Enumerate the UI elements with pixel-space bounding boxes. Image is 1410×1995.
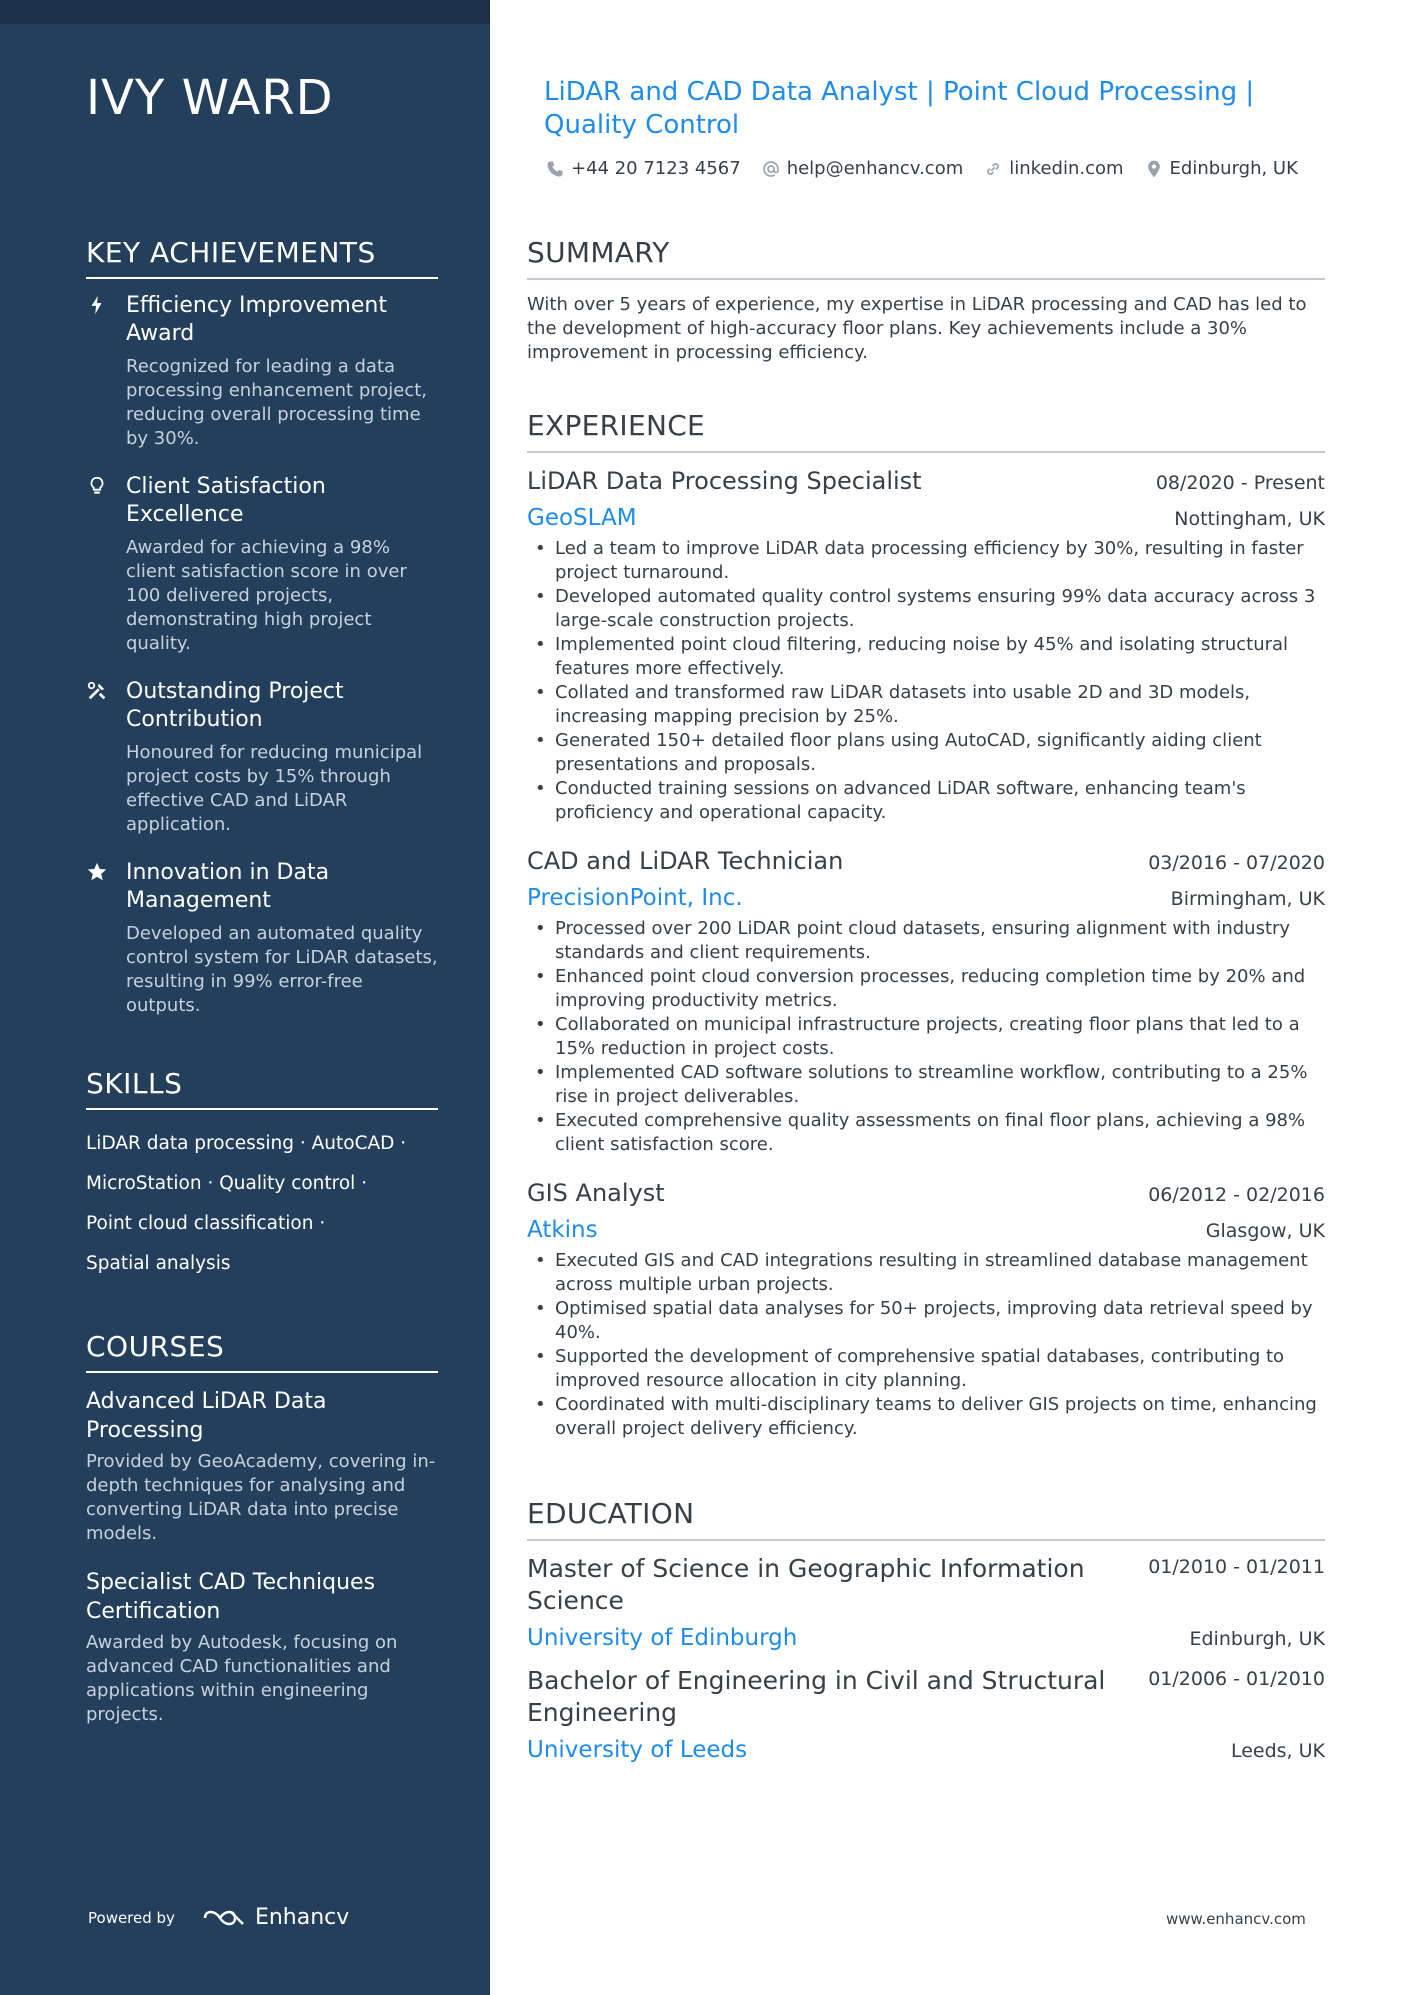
contact-location: [1144, 158, 1298, 179]
achievement-desc: Honoured for reducing municipal project costs by 15% through effective CAD and LiDAR application.: [126, 742, 423, 835]
course-desc: Provided by GeoAcademy, covering in-depth techniques for analysing and converting LiDAR data into precise models.: [86, 1451, 436, 1544]
skill-line: Point cloud classification ·: [86, 1213, 326, 1234]
bullet-item: • Developed automated quality control systems ensuring 99% data accuracy across 3 large-scale construction projects.: [527, 585, 1325, 633]
achievement-item: [86, 292, 438, 451]
contact-linkedin[interactable]: [983, 158, 1123, 179]
experience-section: [527, 409, 1325, 1441]
company-name[interactable]: PrecisionPoint, Inc.: [527, 885, 743, 911]
course-title: Advanced LiDAR Data Processing: [86, 1389, 327, 1443]
achievement-title: Innovation in Data Management: [126, 860, 330, 913]
enhancv-logo[interactable]: [201, 1905, 349, 1930]
achievement-desc: Awarded for achieving a 98% client satisfaction score in over 100 delivered projects, demonstrating high project quality.: [126, 537, 407, 654]
summary-text: With over 5 years of experience, my expertise in LiDAR processing and CAD has led to the development of high-accuracy floor plans. Key achievements include a 30% improvement in processing efficiency.: [527, 294, 1307, 363]
bullet-item: • Processed over 200 LiDAR point cloud datasets, ensuring alignment with industry standards and client requirements.: [527, 917, 1325, 965]
bullet-item: • Led a team to improve LiDAR data processing efficiency by 30%, resulting in faster project turnaround.: [527, 537, 1325, 585]
achievement-title: Outstanding Project Contribution: [126, 679, 344, 732]
courses-heading: COURSES: [86, 1330, 438, 1373]
course-item: [86, 1387, 438, 1546]
contact-phone[interactable]: [545, 158, 741, 179]
job-date: 08/2020 - Present: [1155, 472, 1325, 494]
bullet-item: • Generated 150+ detailed floor plans using AutoCAD, significantly aiding client presentations and proposals.: [527, 729, 1325, 777]
skill-line: LiDAR data processing · AutoCAD ·: [86, 1133, 407, 1154]
email-text: help@enhancv.com: [786, 158, 964, 179]
bullet-item: • Collated and transformed raw LiDAR datasets into usable 2D and 3D models, increasing mapping precision by 25%.: [527, 681, 1325, 729]
job-bullets: [527, 917, 1325, 1157]
skill-line: MicroStation · Quality control ·: [86, 1173, 368, 1194]
lightbulb-icon: [86, 475, 108, 497]
bullet-item: • Optimised spatial data analyses for 50+ projects, improving data retrieval speed by 40%.: [527, 1297, 1325, 1345]
contact-email[interactable]: [761, 158, 964, 179]
bullet-item: • Coordinated with multi-disciplinary teams to deliver GIS projects on time, enhancing overall project delivery efficiency.: [527, 1393, 1325, 1441]
location-text: Edinburgh, UK: [1169, 158, 1298, 179]
job-entry: [527, 845, 1325, 1157]
job-entry: [527, 465, 1325, 825]
summary-heading: SUMMARY: [527, 236, 1325, 280]
bullet-item: • Enhanced point cloud conversion processes, reducing completion time by 20% and improving productivity metrics.: [527, 965, 1325, 1013]
job-title: GIS Analyst: [527, 1179, 665, 1207]
bullet-item: • Implemented CAD software solutions to streamline workflow, contributing to a 25% rise in project deliverables.: [527, 1061, 1325, 1109]
education-date: 01/2006 - 01/2010: [1148, 1668, 1325, 1690]
achievement-item: [86, 473, 438, 656]
experience-heading: EXPERIENCE: [527, 409, 1325, 453]
skill-line: Spatial analysis: [86, 1253, 231, 1274]
top-strip: [0, 0, 490, 24]
achievement-item: [86, 678, 438, 837]
bullet-item: • Supported the development of comprehensive spatial databases, contributing to improved resource allocation in city planning.: [527, 1345, 1325, 1393]
school-location: Leeds, UK: [1230, 1740, 1325, 1762]
job-title: CAD and LiDAR Technician: [527, 847, 844, 875]
bullet-item: • Executed comprehensive quality assessments on final floor plans, achieving a 98% client satisfaction score.: [527, 1109, 1325, 1157]
bullet-item: • Implemented point cloud filtering, reducing noise by 45% and isolating structural features more effectively.: [527, 633, 1325, 681]
achievement-item: [86, 859, 438, 1018]
job-title: LiDAR Data Processing Specialist: [527, 467, 922, 495]
company-name[interactable]: Atkins: [527, 1217, 598, 1243]
headline: LiDAR and CAD Data Analyst | Point Cloud Processing | Quality Control: [544, 77, 1255, 140]
education-section: [527, 1497, 1325, 1765]
company-name[interactable]: GeoSLAM: [527, 505, 637, 531]
phone-icon: [545, 159, 565, 179]
education-heading: EDUCATION: [527, 1497, 1325, 1541]
enhancv-logo-icon: [201, 1906, 247, 1930]
link-icon: [983, 159, 1003, 179]
job-location: Nottingham, UK: [1174, 508, 1325, 530]
school-name[interactable]: University of Leeds: [527, 1737, 748, 1763]
job-date: 03/2016 - 07/2020: [1148, 852, 1325, 874]
courses-section: [86, 1330, 438, 1727]
powered-by: [88, 1905, 349, 1930]
skills-heading: SKILLS: [86, 1067, 438, 1110]
enhancv-brand: Enhancv: [254, 1905, 350, 1930]
summary-section: [527, 236, 1325, 365]
bullet-item: • Collaborated on municipal infrastructure projects, creating floor plans that led to a 15% reduction in project costs.: [527, 1013, 1325, 1061]
education-entry: [527, 1665, 1325, 1765]
course-title: Specialist CAD Techniques Certification: [86, 1570, 376, 1624]
education-date: 01/2010 - 01/2011: [1148, 1556, 1325, 1578]
linkedin-text: linkedin.com: [1009, 158, 1124, 179]
school-location: Edinburgh, UK: [1189, 1628, 1325, 1650]
achievement-desc: Developed an automated quality control system for LiDAR datasets, resulting in 99% error-free outputs.: [126, 923, 438, 1016]
tools-icon: [86, 680, 108, 702]
bullet-item: • Conducted training sessions on advanced LiDAR software, enhancing team's proficiency and operational capacity.: [527, 777, 1325, 825]
phone-text: +44 20 7123 4567: [571, 158, 741, 179]
star-icon: [86, 861, 108, 883]
bolt-icon: [86, 294, 108, 316]
course-item: [86, 1568, 438, 1727]
main-content: [527, 0, 1325, 1995]
job-bullets: [527, 1249, 1325, 1441]
job-entry: [527, 1177, 1325, 1441]
job-date: 06/2012 - 02/2016: [1148, 1184, 1325, 1206]
job-location: Glasgow, UK: [1205, 1220, 1325, 1242]
skills-list: [86, 1124, 438, 1284]
powered-label: Powered by: [88, 1908, 175, 1927]
degree-title: Master of Science in Geographic Information Science: [527, 1554, 1085, 1615]
sidebar: [0, 0, 490, 1995]
job-bullets: [527, 537, 1325, 825]
school-name[interactable]: University of Edinburgh: [527, 1625, 798, 1651]
job-location: Birmingham, UK: [1170, 888, 1325, 910]
location-pin-icon: [1144, 159, 1164, 179]
achievement-title: Client Satisfaction Excellence: [126, 474, 326, 527]
contact-bar: [545, 158, 1298, 179]
degree-title: Bachelor of Engineering in Civil and Structural Engineering: [527, 1666, 1106, 1727]
achievements-heading: KEY ACHIEVEMENTS: [86, 236, 438, 279]
skills-section: [86, 1067, 438, 1284]
achievement-title: Efficiency Improvement Award: [126, 293, 387, 346]
course-desc: Awarded by Autodesk, focusing on advanced CAD functionalities and applications within engineering projects.: [86, 1632, 398, 1725]
achievement-desc: Recognized for leading a data processing enhancement project, reducing overall processing time by 30%.: [126, 356, 428, 449]
education-entry: [527, 1553, 1325, 1653]
bullet-item: • Executed GIS and CAD integrations resulting in streamlined database management across multiple urban projects.: [527, 1249, 1325, 1297]
website-link[interactable]: www.enhancv.com: [1166, 1910, 1306, 1928]
achievements-section: [86, 236, 438, 1018]
candidate-name: IVY WARD: [86, 70, 334, 126]
at-icon: [761, 159, 781, 179]
